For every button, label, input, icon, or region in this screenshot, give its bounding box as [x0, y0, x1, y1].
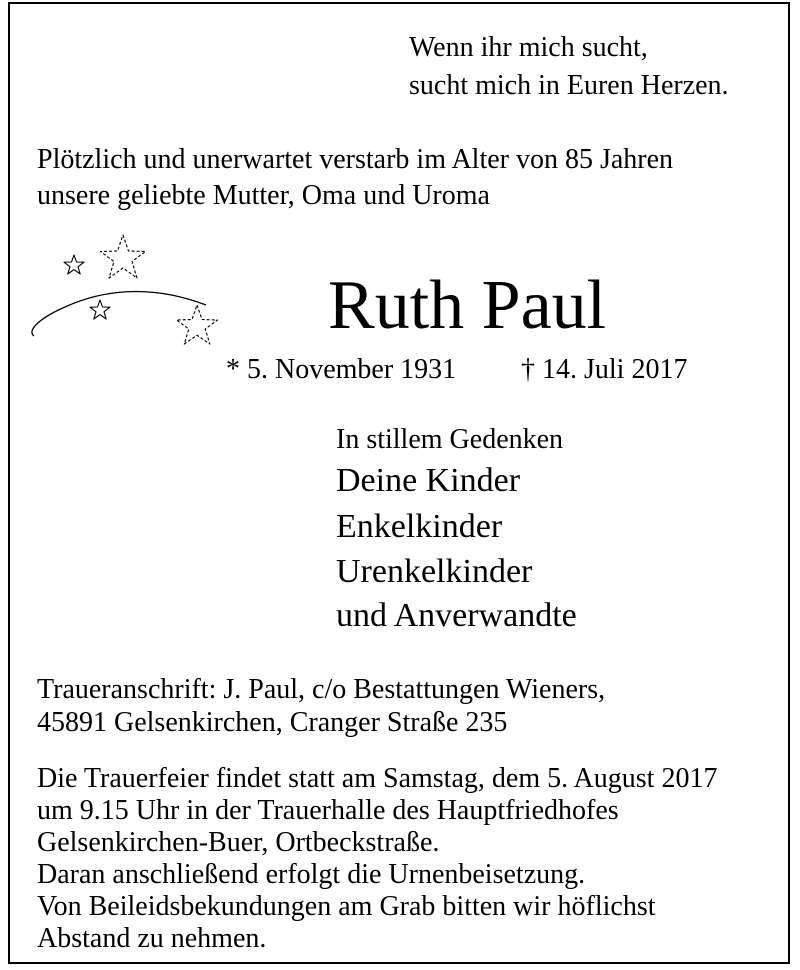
motto-line-1: Wenn ihr mich sucht, [409, 32, 648, 63]
ceremony-line: Gelsenkirchen-Buer, Ortbeckstraße. [37, 827, 440, 858]
ceremony-line: Daran anschließend erfolgt die Urnenbeisetzung. [37, 859, 586, 890]
mourner-line: Urenkelkinder [336, 553, 533, 590]
intro-line-1: Plötzlich und unerwartet verstarb im Alter von 85 Jahren [37, 144, 674, 175]
ceremony-line: Abstand zu nehmen. [37, 923, 267, 954]
ceremony-line: Von Beileidsbekundungen am Grab bitten wir höflichst [37, 891, 656, 922]
shooting-stars-icon [20, 225, 230, 365]
mourner-line: und Anverwandte [336, 597, 577, 634]
death-date: † 14. Juli 2017 [521, 354, 688, 385]
mourners-intro: In stillem Gedenken [336, 424, 564, 455]
motto-line-2: sucht mich in Euren Herzen. [409, 70, 729, 101]
ceremony-line: Die Trauerfeier findet statt am Samstag, dem 5. August 2017 [37, 763, 718, 794]
address-line-2: 45891 Gelsenkirchen, Cranger Straße 235 [37, 707, 508, 738]
birth-date: * 5. November 1931 [226, 354, 457, 385]
mourner-line: Enkelkinder [336, 508, 503, 545]
mourner-line: Deine Kinder [336, 462, 521, 499]
intro-line-2: unsere geliebte Mutter, Oma und Uroma [37, 180, 490, 211]
deceased-name: Ruth Paul [328, 267, 607, 344]
address-line-1: Traueranschrift: J. Paul, c/o Bestattungen Wieners, [37, 674, 606, 705]
ceremony-line: um 9.15 Uhr in der Trauerhalle des Hauptfriedhofes [37, 795, 619, 826]
